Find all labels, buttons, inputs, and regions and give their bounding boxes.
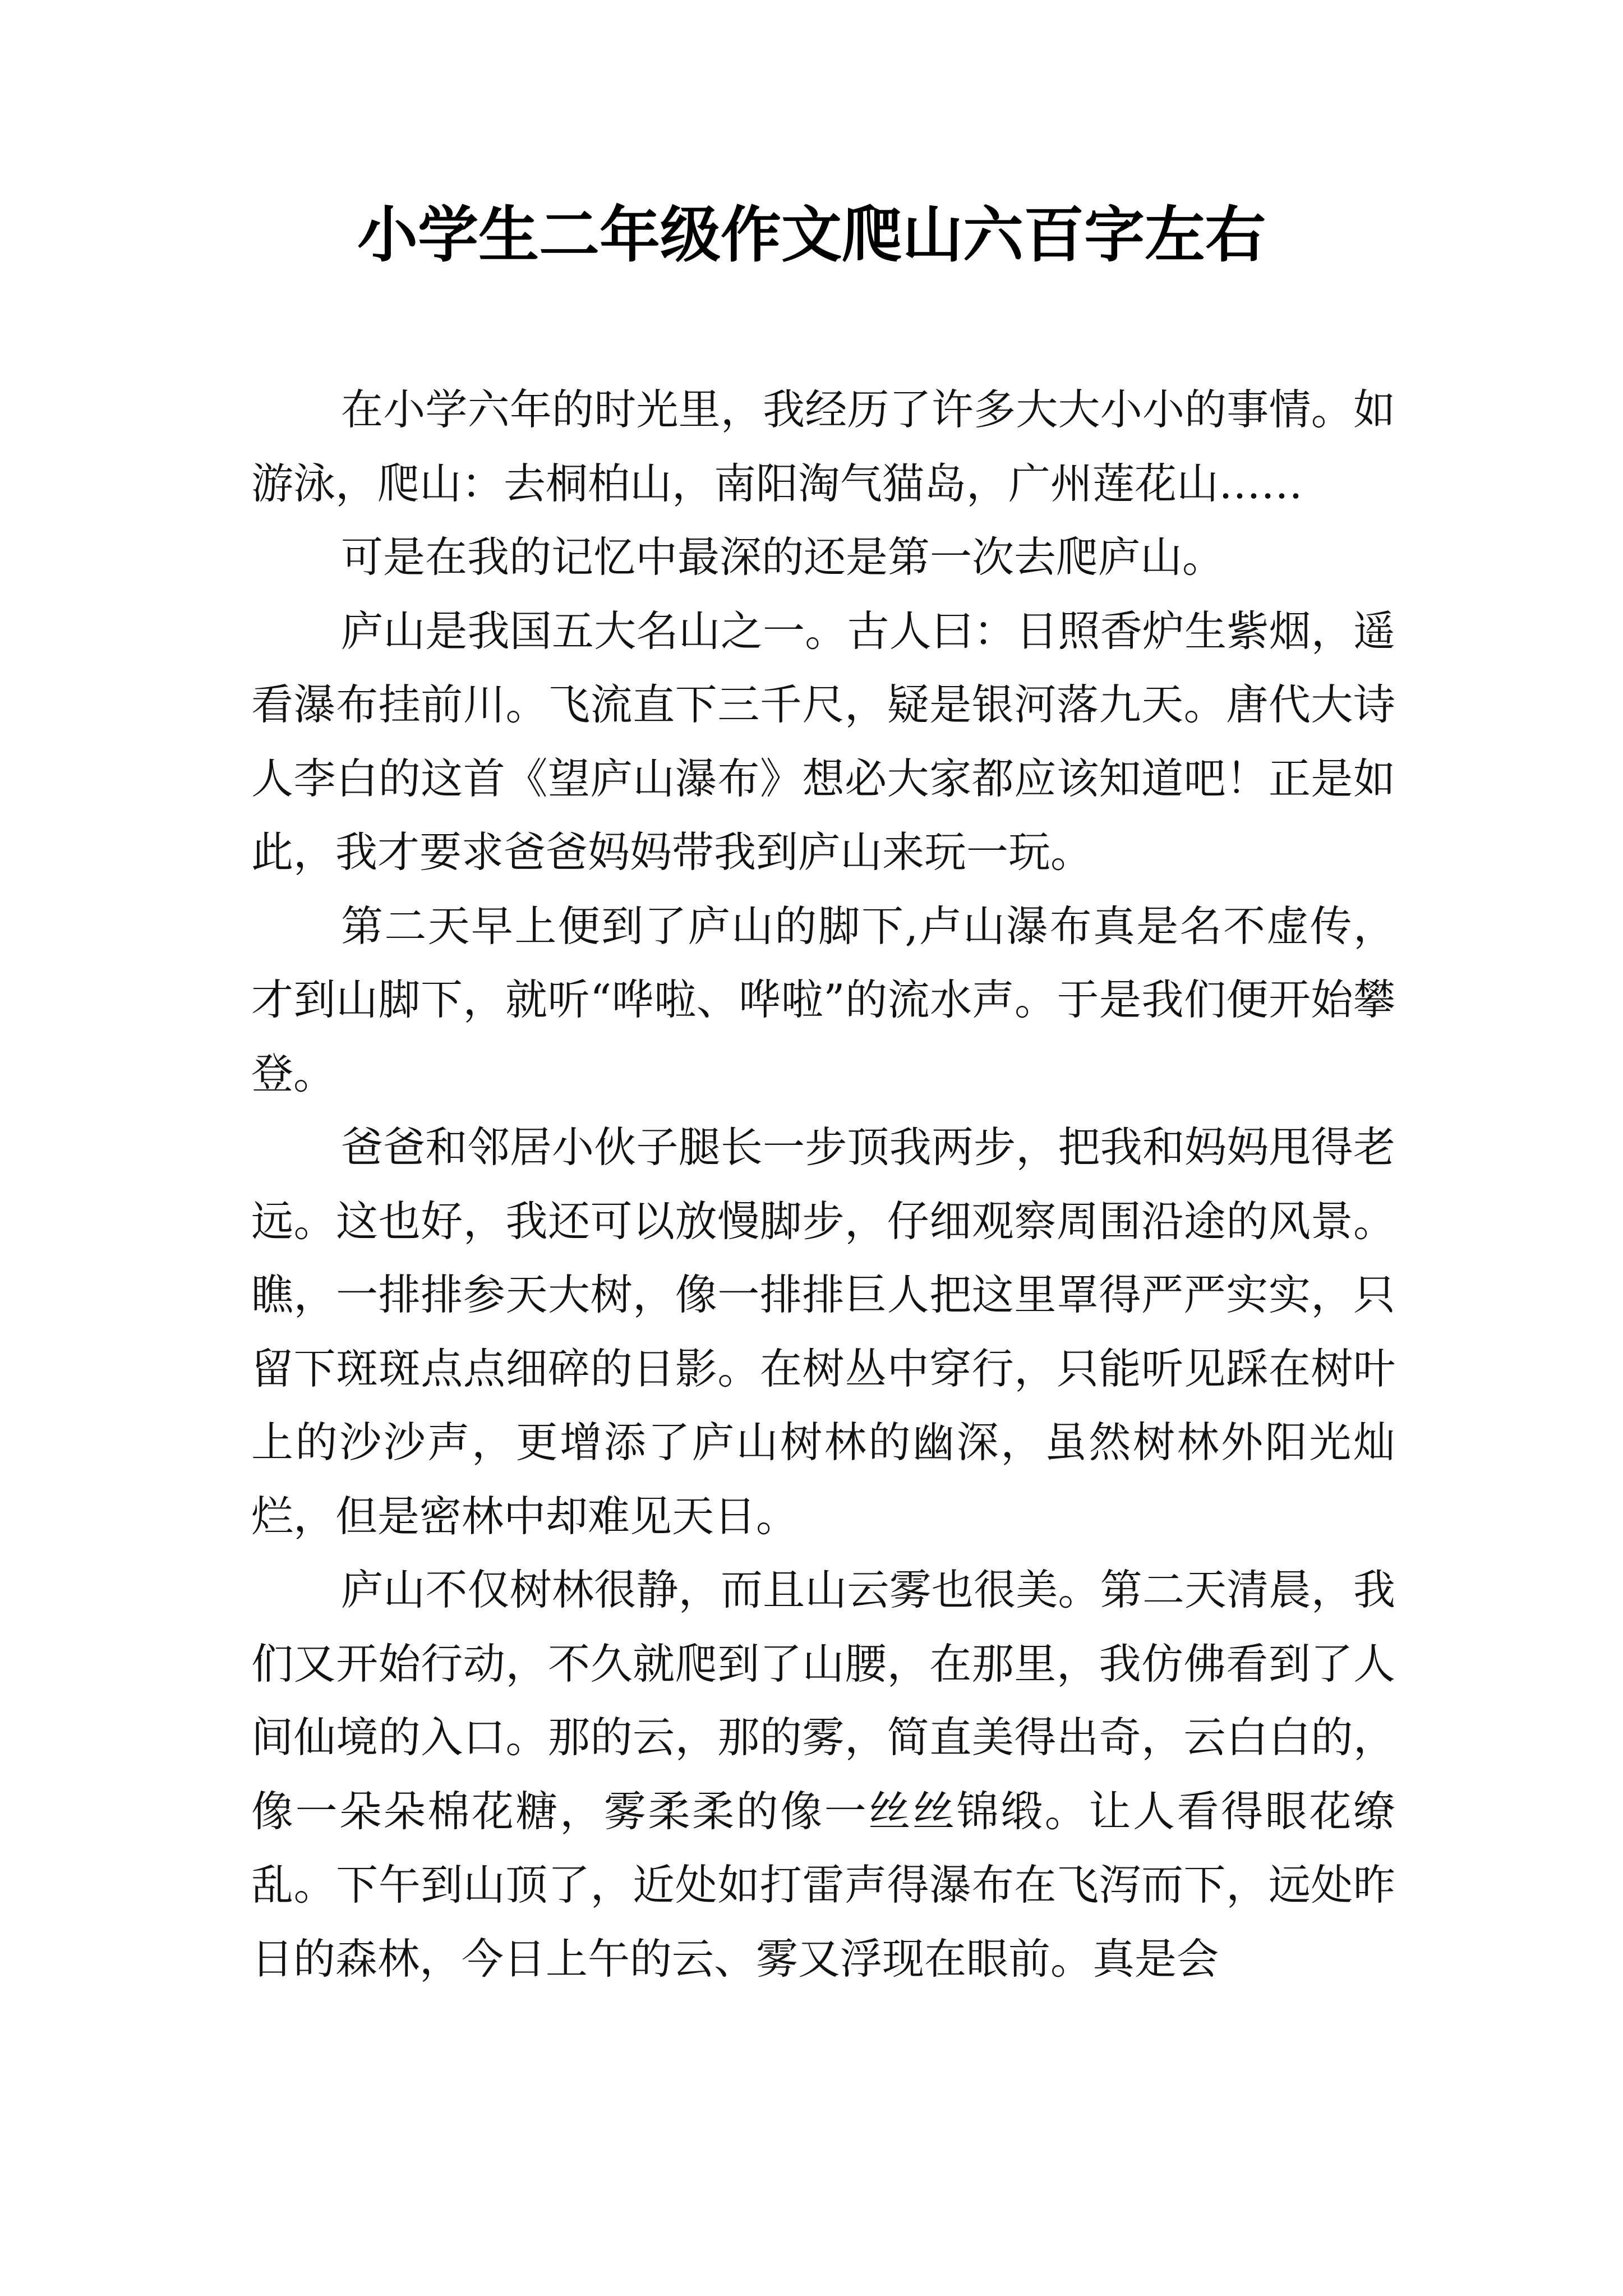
paragraph: 第二天早上便到了庐山的脚下,卢山瀑布真是名不虚传，才到山脚下，就听“哗啦、哗啦”的流水声。于是我们便开始攀登。 bbox=[251, 901, 1395, 1098]
paragraph: 在小学六年的时光里，我经历了许多大大小小的事情。如游泳，爬山：去桐柏山，南阳淘气猫岛，广州莲花山…… bbox=[251, 385, 1395, 508]
document-body bbox=[251, 373, 1395, 1996]
paragraph: 爸爸和邻居小伙子腿长一步顶我两步，把我和妈妈甩得老远。这也好，我还可以放慢脚步，仔细观察周围沿途的风景。瞧，一排排参天大树，像一排排巨人把这里罩得严严实实，只留下斑斑点点细碎的日影。在树丛中穿行，只能听见踩在树叶上的沙沙声，更增添了庐山树林的幽深，虽然树林外阳光灿烂，但是密林中却难见天日。 bbox=[251, 1122, 1395, 1541]
paragraph: 可是在我的记忆中最深的还是第一次去爬庐山。 bbox=[341, 532, 1225, 582]
document-title: 小学生二年级作文爬山六百字左右 bbox=[357, 200, 1266, 270]
paragraph: 庐山不仅树林很静，而且山云雾也很美。第二天清晨，我们又开始行动，不久就爬到了山腰，在那里，我仿佛看到了人间仙境的入口。那的云，那的雾，简直美得出奇，云白白的，像一朵朵棉花糖，雾柔柔的像一丝丝锦缎。让人看得眼花缭乱。下午到山顶了，近处如打雷声得瀑布在飞泻而下，远处昨日的森林，今日上午的云、雾又浮现在眼前。真是会 bbox=[251, 1565, 1395, 1984]
paragraph: 庐山是我国五大名山之一。古人曰：日照香炉生紫烟，遥看瀑布挂前川。飞流直下三千尺，疑是银河落九天。唐代大诗人李白的这首《望庐山瀑布》想必大家都应该知道吧！正是如此，我才要求爸爸妈妈带我到庐山来玩一玩。 bbox=[251, 606, 1395, 877]
